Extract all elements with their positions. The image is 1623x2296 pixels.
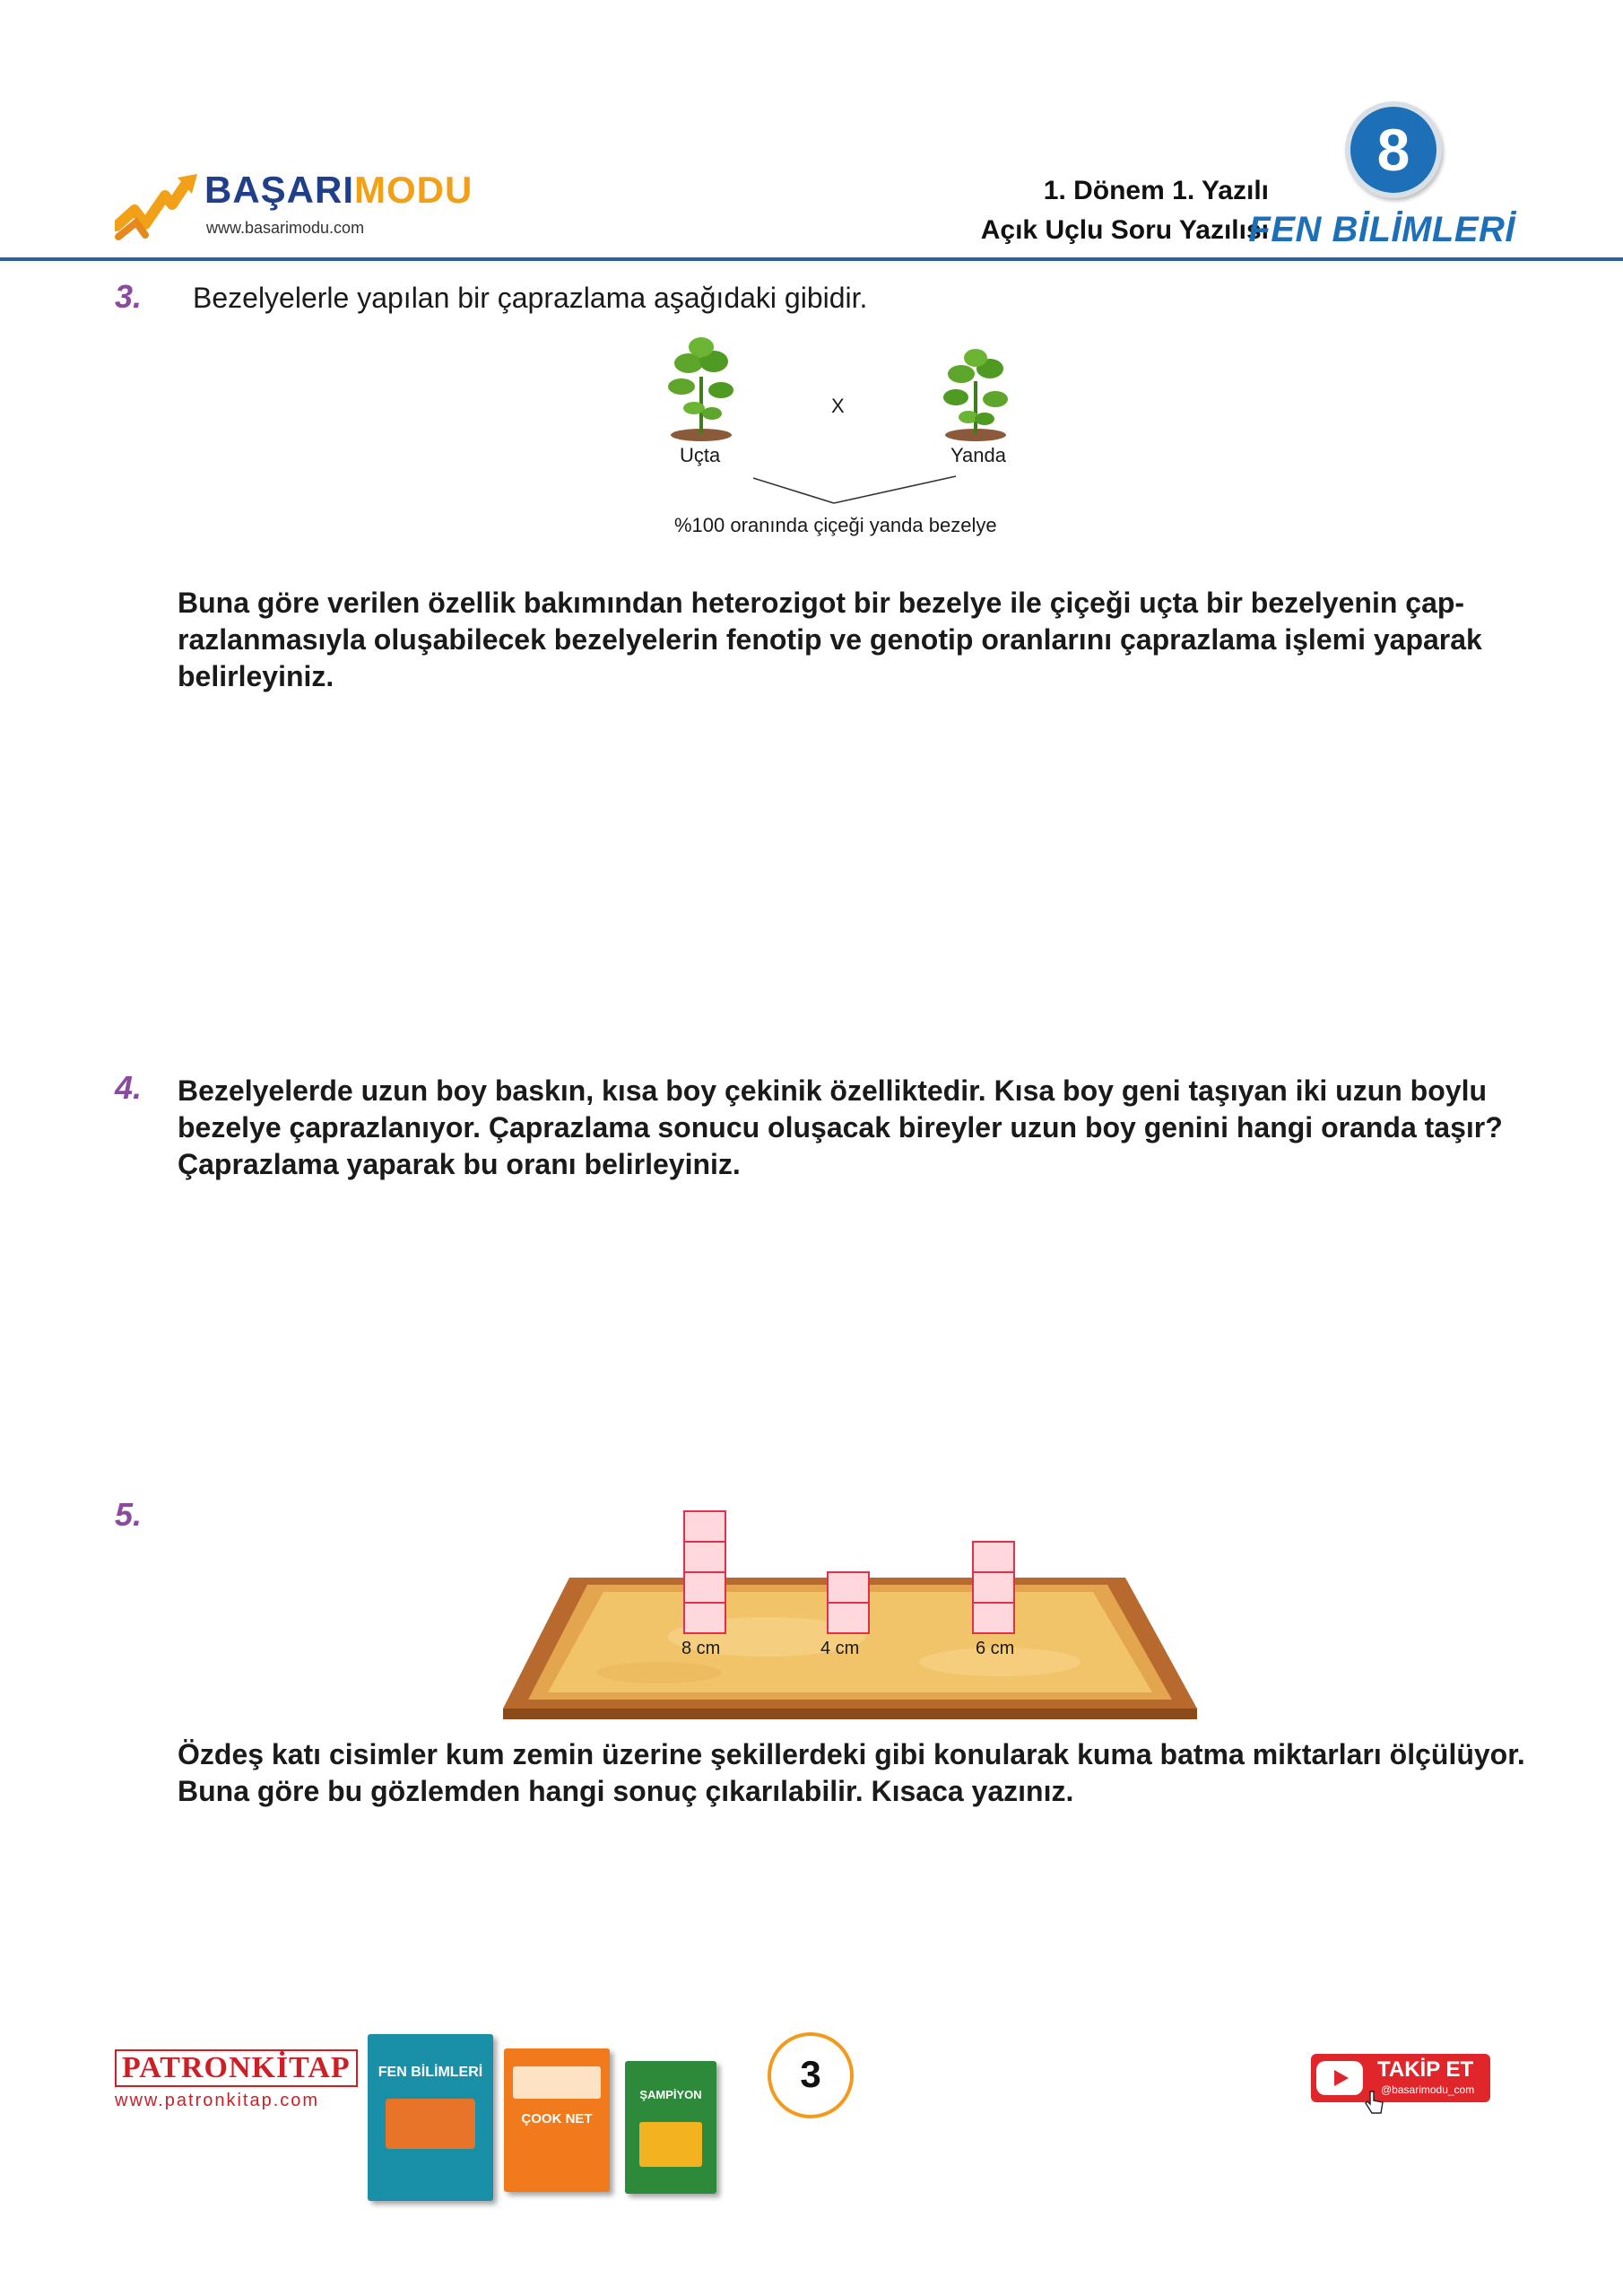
page-number: 3 — [768, 2032, 854, 2118]
depth-label-3: 6 cm — [976, 1639, 1015, 1658]
block-1-3 — [684, 1542, 725, 1572]
exam-title-line1: 1. Dönem 1. Yazılı — [1043, 176, 1269, 205]
block-3-2 — [973, 1572, 1014, 1603]
brand-name: BAŞARIMODU — [204, 169, 473, 211]
cross-result-label: %100 oranında çiçeği yanda bezelye — [674, 514, 997, 536]
brand-logo — [115, 169, 509, 249]
publisher-logo — [115, 2049, 351, 2111]
question-3-prompt-line2: razlanmasıyla oluşabilecek bezelyelerin fenotip ve genotip oranlarını çaprazlama işlemi yaparak — [178, 623, 1482, 656]
question-4-number: 4. — [115, 1069, 143, 1106]
plant-left-icon — [668, 337, 733, 441]
left-plant-label: Uçta — [680, 444, 721, 466]
question-3-intro: Bezelyelerle yapılan bir çaprazlama aşağıdaki gibidir. — [193, 282, 868, 314]
block-1-4 — [684, 1511, 725, 1542]
publisher-url: www.patronkitap.com — [115, 2091, 320, 2110]
block-1-2 — [684, 1572, 725, 1603]
question-4-line1: Bezelyelerde uzun boy baskın, kısa boy çekinik özelliktedir. Kısa boy geni taşıyan iki uzun boylu — [178, 1074, 1487, 1107]
question-4-line3: Çaprazlama yaparak bu oranı belirleyiniz. — [178, 1148, 741, 1180]
book-cover-3: ŞAMPİYON — [625, 2061, 716, 2194]
cross-symbol: X — [831, 395, 845, 417]
header-divider — [0, 257, 1623, 261]
question-5-number: 5. — [115, 1496, 143, 1533]
block-2-2 — [828, 1572, 869, 1603]
plant-right-icon — [943, 349, 1008, 441]
exam-title-line2: Açık Uçlu Soru Yazılısı — [980, 215, 1269, 245]
question-3-number: 3. — [115, 278, 143, 315]
cursor-hand-icon — [1365, 2090, 1384, 2115]
depth-label-1: 8 cm — [681, 1639, 721, 1658]
book-cover-2: ÇOOK NET — [504, 2048, 610, 2192]
question-5-line1: Özdeş katı cisimler kum zemin üzerine şekillerdeki gibi konularak kuma batma miktarları ölçülüyor. — [178, 1738, 1525, 1770]
brand-arrow-icon — [115, 174, 197, 244]
brand-url: www.basarimodu.com — [206, 219, 365, 237]
question-3-prompt-line3: belirleyiniz. — [178, 660, 334, 692]
grade-badge: 8 — [1345, 101, 1442, 198]
depth-label-2: 4 cm — [820, 1639, 860, 1658]
block-3-3 — [973, 1542, 1014, 1572]
sandbox-diagram — [498, 1502, 1206, 1722]
youtube-follow-button[interactable] — [1311, 2054, 1490, 2102]
block-1-1 — [684, 1603, 725, 1633]
subject-title: FEN BİLİMLERİ — [1248, 210, 1515, 249]
question-5-line2: Buna göre bu gözlemden hangi sonuç çıkarılabilir. Kısaca yazınız. — [178, 1775, 1074, 1807]
pea-cross-diagram — [646, 327, 1022, 552]
question-4-line2: bezelye çaprazlanıyor. Çaprazlama sonucu oluşacak bireyler uzun boy genini hangi oranda taşır? — [178, 1111, 1503, 1144]
follow-handle: @basarimodu_com — [1381, 2083, 1475, 2096]
publisher-name: PATRONKİTAP — [115, 2049, 358, 2087]
block-2-1 — [828, 1603, 869, 1633]
right-plant-label: Yanda — [950, 444, 1006, 466]
block-3-1 — [973, 1603, 1014, 1633]
youtube-icon — [1316, 2061, 1363, 2095]
follow-label: TAKİP ET — [1377, 2057, 1474, 2082]
book-cover-1: FEN BİLİMLERİ — [368, 2034, 493, 2201]
question-3-prompt-line1: Buna göre verilen özellik bakımından heterozigot bir bezelye ile çiçeği uçta bir bezelyenin çap- — [178, 587, 1465, 619]
